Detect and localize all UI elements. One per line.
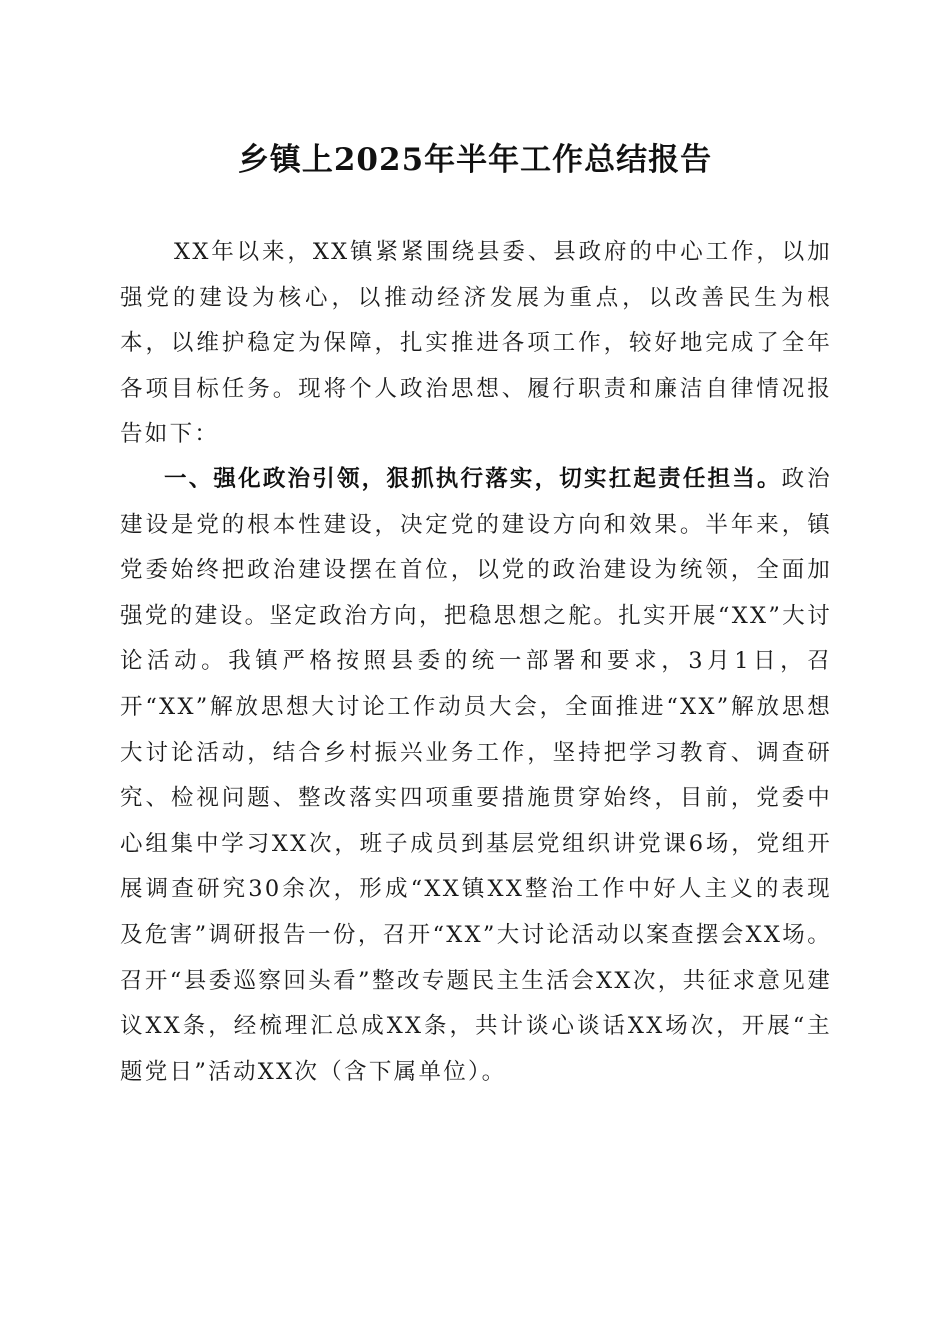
document-title: 乡镇上2025年半年工作总结报告 [237, 142, 713, 178]
section-1-body: 政治建设是党的根本性建设，决定党的建设方向和效果。半年来，镇党委始终把政治建设摆在首位，以党的政治建设为统领，全面加强党的建设。坚定政治方向，把稳思想之舵。扎实开展“XX”大讨论活动。我镇严格按照县委的统一部署和要求，3月1日，召开“XX”解放思想大讨论工作动员大会，全面推进“XX”解放思想大讨论活动，结合乡村振兴业务工作，坚持把学习教育、调查研究、检视问题、整改落实四项重要措施贯穿始终，目前，党委中心组集中学习XX次，班子成员到基层党组织讲党课6场，党组开展调查研究30余次，形成“XX镇XX整治工作中好人主义的表现及危害”调研报告一份，召开“XX”大讨论活动以案查摆会XX场。召开“县委巡察回头看”整改专题民主生活会XX次，共征求意见建议XX条，经梳理汇总成XX条，共计谈心谈话XX场次，开展“主题党日”活动XX次（含下属单位）。 [120, 466, 832, 1085]
intro-paragraph: XX年以来，XX镇紧紧围绕县委、县政府的中心工作，以加强党的建设为核心，以推动经济发展为重点，以改善民生为根本，以维护稳定为保障，扎实推进各项工作，较好地完成了全年各项目标任务。现将个人政治思想、履行职责和廉洁自律情况报告如下： [120, 239, 832, 448]
section-1-heading: 一、强化政治引领，狠抓执行落实，切实扛起责任担当。 [164, 466, 782, 492]
section-1-paragraph [120, 457, 832, 1095]
